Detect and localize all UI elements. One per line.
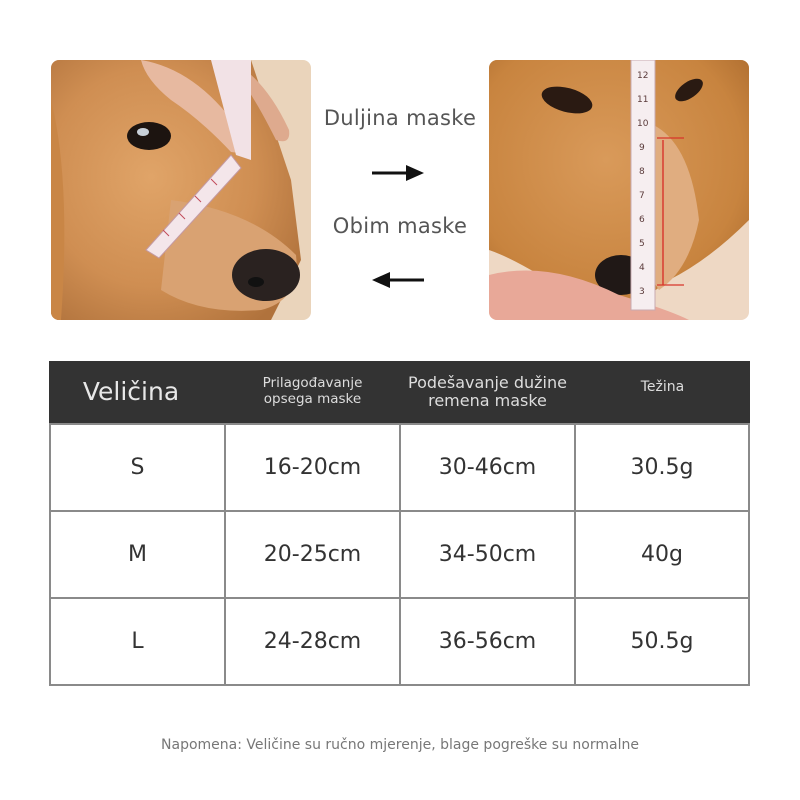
table-row	[51, 423, 748, 510]
header-circumference-line2: opsega maske	[263, 391, 362, 407]
svg-text:11: 11	[637, 95, 649, 105]
svg-text:12: 12	[637, 71, 649, 81]
table-row	[51, 510, 748, 597]
svg-text:8: 8	[639, 167, 645, 177]
footnote: Napomena: Veličine su ručno mjerenje, blage pogreške su normalne	[161, 737, 639, 753]
header-strap-length	[400, 361, 575, 423]
cell-circumference: 20-25cm	[226, 512, 401, 597]
table-header	[49, 361, 750, 423]
dog-photo-left	[51, 60, 311, 320]
header-circumference-line1: Prilagođavanje	[262, 375, 363, 392]
svg-text:3: 3	[639, 287, 645, 297]
table-body	[49, 423, 750, 686]
header-size: Veličina	[82, 376, 180, 406]
svg-text:4: 4	[639, 263, 645, 273]
muzzle-circumference-label: Obim maske	[332, 214, 468, 238]
header-strap-line2: remena maske	[428, 391, 547, 410]
cell-weight: 40g	[641, 542, 683, 567]
cell-size: M	[51, 512, 226, 597]
cell-circumference: 16-20cm	[226, 425, 401, 510]
svg-text:5: 5	[639, 239, 645, 249]
cell-size: L	[51, 599, 226, 684]
cell-weight: 50.5g	[630, 629, 694, 654]
photo-muzzle-circumference	[51, 60, 311, 320]
svg-text:9: 9	[639, 143, 645, 153]
cell-circumference: 24-28cm	[226, 599, 401, 684]
size-table	[49, 361, 750, 686]
table-row	[51, 597, 748, 686]
arrow-right-icon	[370, 163, 426, 183]
cell-size: S	[51, 425, 226, 510]
svg-text:10: 10	[637, 119, 649, 129]
muzzle-length-label: Duljina maske	[323, 106, 477, 130]
photo-muzzle-length	[489, 60, 749, 320]
header-weight: Težina	[640, 378, 685, 395]
svg-text:6: 6	[639, 215, 645, 225]
svg-text:7: 7	[639, 191, 645, 201]
header-circumference	[225, 361, 400, 423]
cell-strap-length: 30-46cm	[401, 425, 576, 510]
arrow-left-icon	[370, 270, 426, 290]
cell-strap-length: 34-50cm	[401, 512, 576, 597]
cell-strap-length: 36-56cm	[401, 599, 576, 684]
dog-photo-right	[489, 60, 749, 320]
header-strap-line1: Podešavanje dužine	[408, 372, 567, 392]
cell-weight: 30.5g	[630, 455, 694, 480]
